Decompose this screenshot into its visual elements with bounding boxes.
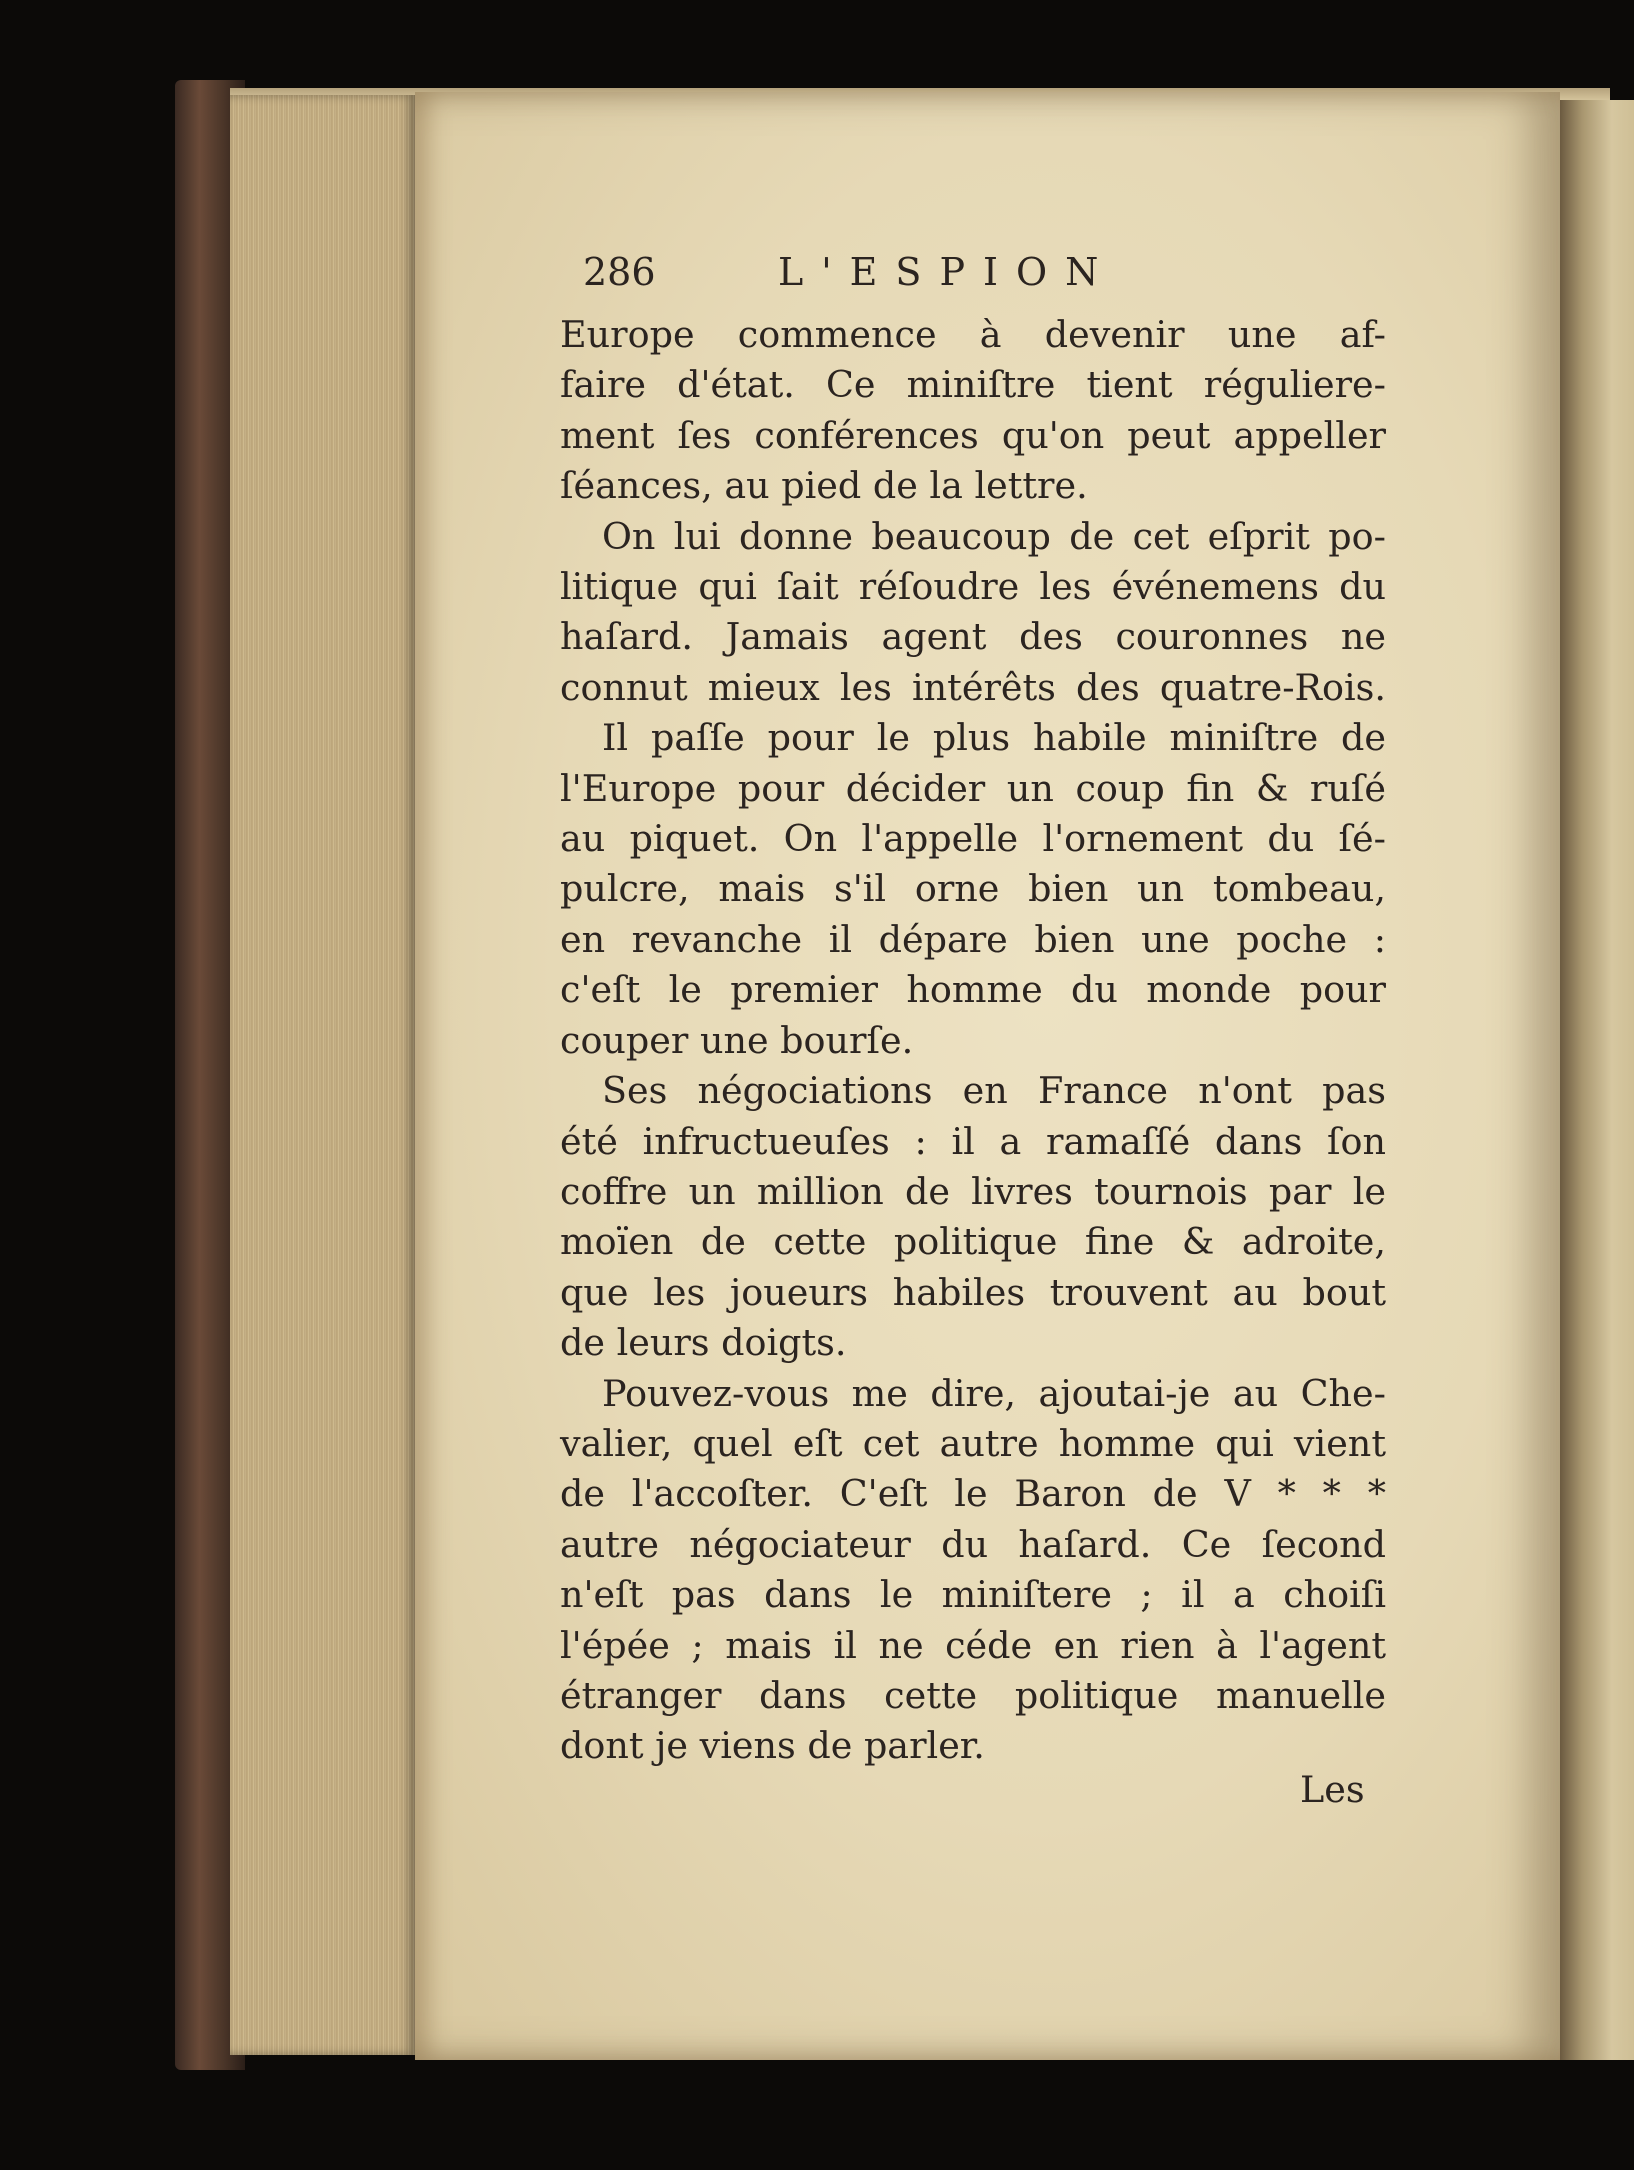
text-line: couper une bourſe.: [560, 1018, 914, 1062]
text-line: que les joueurs habiles trouvent au bout: [560, 1270, 1386, 1314]
text-line: Il paſſe pour le plus habile miniſtre de: [602, 716, 1386, 760]
body-text: [560, 310, 1386, 1772]
text-line: pulcre, mais s'il orne bien un tombeau,: [560, 867, 1386, 911]
text-line: haſard. Jamais agent des couronnes ne: [560, 615, 1386, 659]
text-line: ſéances, au pied de la lettre.: [560, 464, 1088, 508]
text-line: été infructueuſes : il a ramaſſé dans ſon: [560, 1119, 1386, 1163]
text-line: connut mieux les intérêts des quatre-Rois.: [560, 665, 1386, 709]
text-line: en revanche il dépare bien une poche :: [560, 917, 1386, 961]
text-line: n'eſt pas dans le miniſtere ; il a choiſi: [560, 1573, 1386, 1617]
facing-page-edge: [1560, 100, 1634, 2060]
text-line: autre négociateur du haſard. Ce ſecond: [560, 1522, 1386, 1566]
text-line: litique qui ſait réſoudre les événemens du: [560, 565, 1386, 609]
text-line: de leurs doigts.: [560, 1321, 847, 1365]
text-line: l'Europe pour décider un coup fin & ruſé: [560, 766, 1386, 810]
text-line: ment ſes conférences qu'on peut appeller: [560, 413, 1386, 457]
text-line: moïen de cette politique fine & adroite,: [560, 1220, 1386, 1264]
text-line: l'épée ; mais il ne céde en rien à l'agent: [560, 1623, 1386, 1667]
text-line: dont je viens de parler.: [560, 1724, 985, 1768]
text-line: On lui donne beaucoup de cet eſprit po-: [602, 514, 1386, 558]
text-line: de l'accoſter. C'eſt le Baron de V * * *: [560, 1472, 1386, 1516]
running-head: [583, 250, 1193, 300]
catchword: Les: [1300, 1768, 1365, 1811]
text-line: étranger dans cette politique manuelle: [560, 1673, 1386, 1717]
text-line: coffre un million de livres tournois par le: [560, 1169, 1386, 1213]
text-line: au piquet. On l'appelle l'ornement du ſé-: [560, 817, 1386, 861]
page-edges: [230, 95, 415, 2055]
running-title: L'ESPION: [778, 250, 1117, 294]
text-line: Europe commence à devenir une af-: [560, 313, 1386, 356]
text-line: Ses négociations en France n'ont pas: [602, 1069, 1386, 1113]
text-line: valier, quel eſt cet autre homme qui vient: [560, 1421, 1386, 1465]
text-line: faire d'état. Ce miniſtre tient réguliere-: [560, 363, 1386, 407]
text-line: Pouvez-vous me dire, ajoutai-je au Che-: [602, 1371, 1386, 1415]
text-line: c'eſt le premier homme du monde pour: [560, 968, 1386, 1012]
page-number: 286: [583, 250, 656, 294]
